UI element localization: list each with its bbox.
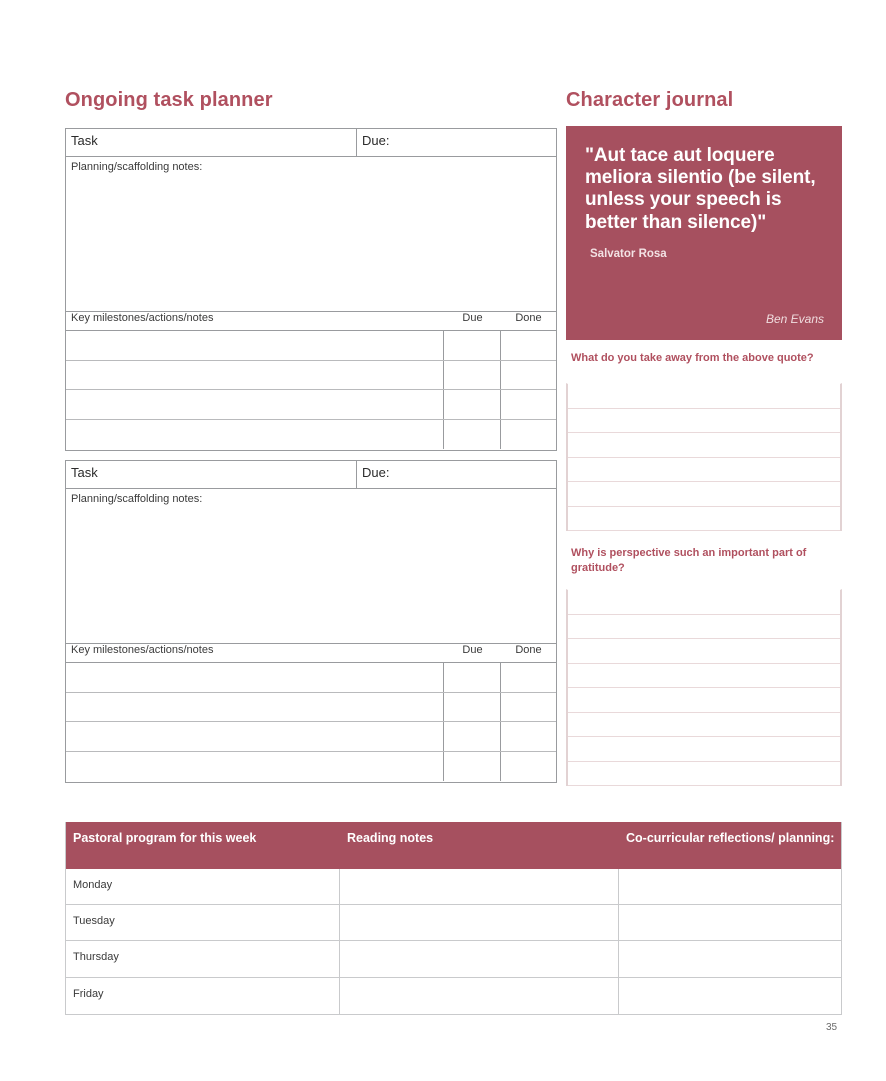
milestone-done-cell[interactable]: [501, 331, 556, 360]
writing-line[interactable]: [568, 590, 840, 615]
day-label: Monday: [66, 869, 340, 904]
writing-line[interactable]: [568, 615, 840, 640]
quote-card: [566, 126, 842, 340]
milestone-due-cell[interactable]: [444, 390, 501, 419]
writing-line[interactable]: [568, 762, 840, 787]
reading-notes-cell[interactable]: [340, 905, 619, 940]
table-row[interactable]: [66, 663, 556, 693]
journal-prompt-2: Why is perspective such an important part of gratitude?: [571, 547, 807, 574]
milestone-notes-cell[interactable]: [66, 331, 444, 360]
milestone-due-cell[interactable]: [444, 693, 501, 722]
task-block-2: [65, 460, 557, 783]
task-label: Task: [66, 461, 357, 488]
milestone-due-cell[interactable]: [444, 663, 501, 692]
table-row[interactable]: [66, 331, 556, 361]
table-row[interactable]: [66, 941, 841, 977]
milestone-notes-cell[interactable]: [66, 722, 444, 751]
quote-contributor: Ben Evans: [765, 312, 824, 326]
writing-line[interactable]: [568, 433, 840, 458]
task-block-1: [65, 128, 557, 451]
writing-line[interactable]: [568, 664, 840, 689]
page-number: 35: [826, 1022, 838, 1033]
writing-line[interactable]: [568, 482, 840, 507]
milestone-done-cell[interactable]: [501, 663, 556, 692]
table-row[interactable]: [66, 390, 556, 420]
writing-line[interactable]: [568, 384, 840, 409]
journal-prompt-1: What do you take away from the above quote?: [571, 352, 814, 364]
cocurricular-cell[interactable]: [619, 941, 841, 976]
day-label: Tuesday: [66, 905, 340, 940]
task-header-row: [66, 129, 556, 157]
weekly-planner-table: [65, 822, 842, 1015]
writing-line[interactable]: [568, 458, 840, 483]
planning-notes-area[interactable]: [66, 489, 556, 644]
milestone-done-cell[interactable]: [501, 693, 556, 722]
page-title-task-planner: Ongoing task planner: [65, 89, 273, 111]
milestone-notes-cell[interactable]: [66, 420, 444, 450]
milestone-notes-cell[interactable]: [66, 693, 444, 722]
table-row[interactable]: [66, 693, 556, 723]
milestone-due-header: Due: [462, 312, 483, 324]
milestone-notes-header: Key milestones/actions/notes: [71, 644, 214, 656]
journal-answer-area-2[interactable]: [566, 589, 842, 786]
writing-line[interactable]: [568, 713, 840, 738]
column-header-cocurricular: Co-curricular reflections/ planning:: [626, 831, 835, 845]
writing-line[interactable]: [568, 639, 840, 664]
milestone-due-header: Due: [462, 644, 483, 656]
milestone-done-header: Done: [515, 644, 542, 656]
milestone-due-cell[interactable]: [444, 752, 501, 782]
quote-text: "Aut tace aut loquere meliora silentio (be silent, unless your speech is better than silence)": [585, 145, 816, 233]
reading-notes-cell[interactable]: [340, 869, 619, 904]
task-header-row: [66, 461, 556, 489]
weekly-table-header-row: [66, 822, 841, 869]
task-due-label[interactable]: Due:: [362, 133, 390, 148]
milestone-done-cell[interactable]: [501, 722, 556, 751]
milestone-due-cell[interactable]: [444, 361, 501, 390]
milestone-done-cell[interactable]: [501, 390, 556, 419]
milestone-done-cell[interactable]: [501, 361, 556, 390]
table-row[interactable]: [66, 361, 556, 391]
table-row[interactable]: [66, 869, 841, 905]
task-due-label[interactable]: Due:: [362, 465, 390, 480]
milestone-notes-cell[interactable]: [66, 361, 444, 390]
cocurricular-cell[interactable]: [619, 869, 841, 904]
milestone-due-cell[interactable]: [444, 420, 501, 450]
milestone-header-row: [66, 644, 556, 663]
milestone-notes-cell[interactable]: [66, 752, 444, 782]
day-label: Friday: [66, 978, 340, 1014]
writing-line[interactable]: [568, 688, 840, 713]
milestone-notes-header: Key milestones/actions/notes: [71, 312, 214, 324]
milestone-header-row: [66, 312, 556, 331]
task-label: Task: [66, 129, 357, 156]
table-row[interactable]: [66, 420, 556, 450]
table-row[interactable]: [66, 752, 556, 782]
milestone-done-header: Done: [515, 312, 542, 324]
milestone-done-cell[interactable]: [501, 420, 556, 450]
milestone-notes-cell[interactable]: [66, 663, 444, 692]
reading-notes-cell[interactable]: [340, 978, 619, 1014]
column-header-pastoral: Pastoral program for this week: [73, 831, 257, 845]
table-row[interactable]: [66, 978, 841, 1014]
journal-answer-area-1[interactable]: [566, 383, 842, 531]
quote-source: Salvator Rosa: [590, 247, 667, 260]
reading-notes-cell[interactable]: [340, 941, 619, 976]
table-row[interactable]: [66, 905, 841, 941]
planning-notes-label: Planning/scaffolding notes:: [71, 161, 203, 173]
writing-line[interactable]: [568, 409, 840, 434]
day-label: Thursday: [66, 941, 340, 976]
column-header-reading: Reading notes: [347, 831, 434, 845]
milestone-done-cell[interactable]: [501, 752, 556, 782]
planning-notes-label: Planning/scaffolding notes:: [71, 493, 203, 505]
milestone-notes-cell[interactable]: [66, 390, 444, 419]
page-title-character-journal: Character journal: [566, 89, 734, 111]
milestone-due-cell[interactable]: [444, 722, 501, 751]
planning-notes-area[interactable]: [66, 157, 556, 312]
writing-line[interactable]: [568, 507, 840, 532]
table-row[interactable]: [66, 722, 556, 752]
cocurricular-cell[interactable]: [619, 978, 841, 1014]
cocurricular-cell[interactable]: [619, 905, 841, 940]
milestone-due-cell[interactable]: [444, 331, 501, 360]
writing-line[interactable]: [568, 737, 840, 762]
